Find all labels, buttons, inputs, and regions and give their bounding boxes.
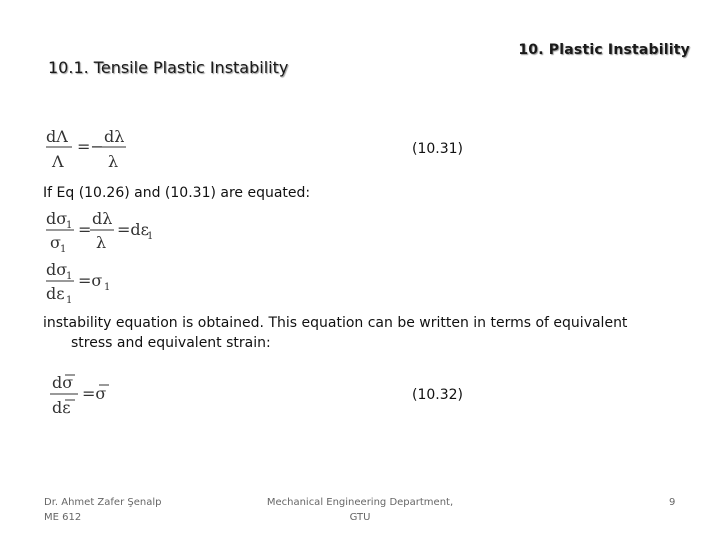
svg-text:1: 1 — [60, 244, 67, 255]
instability-paragraph — [43, 313, 683, 353]
svg-text:=σ: =σ — [82, 384, 107, 403]
svg-text:dσ: dσ — [46, 260, 68, 279]
svg-text:1: 1 — [104, 282, 111, 293]
svg-text:λ: λ — [108, 152, 119, 171]
svg-text:dΛ: dΛ — [46, 127, 68, 146]
svg-text:dλ: dλ — [92, 209, 113, 228]
svg-text:=σ: =σ — [78, 271, 103, 290]
equation-equated — [44, 206, 154, 260]
svg-text:Λ: Λ — [52, 152, 64, 171]
svg-text:dσ: dσ — [46, 209, 68, 228]
svg-text:=dε: =dε — [117, 220, 149, 239]
intro-text: If Eq (10.26) and (10.31) are equated: — [43, 185, 311, 201]
paragraph-line-1: instability equation is obtained. This equation can be written in terms of equivalent — [43, 315, 628, 331]
svg-text:=−: =− — [77, 137, 104, 156]
svg-text:1: 1 — [66, 295, 73, 306]
svg-text:1: 1 — [147, 231, 154, 242]
footer-department — [260, 495, 460, 525]
university-name: GTU — [349, 512, 371, 523]
svg-text:λ: λ — [96, 233, 107, 252]
svg-text:dλ: dλ — [104, 127, 125, 146]
svg-text:σ: σ — [50, 233, 61, 252]
course-code: ME 612 — [44, 512, 82, 523]
svg-text:1: 1 — [66, 220, 73, 231]
equation-10-31 — [44, 122, 134, 178]
equation-number-10-31: (10.31) — [412, 141, 464, 157]
footer-author — [44, 495, 161, 525]
equation-number-10-32: (10.32) — [412, 387, 464, 403]
svg-text:1: 1 — [66, 271, 73, 282]
author-name: Dr. Ahmet Zafer Şenalp — [44, 497, 162, 508]
equation-10-32 — [48, 370, 128, 424]
svg-text:dσ: dσ — [52, 373, 74, 392]
svg-text:dε: dε — [52, 398, 71, 417]
svg-text:=: = — [78, 220, 92, 239]
department-name: Mechanical Engineering Department, — [266, 497, 454, 508]
paragraph-line-2: stress and equivalent strain: — [71, 335, 271, 351]
svg-text:dε: dε — [46, 284, 65, 303]
section-title: 10.1. Tensile Plastic Instability — [48, 58, 289, 77]
chapter-title: 10. Plastic Instability — [518, 42, 690, 58]
equation-instability-condition — [44, 257, 124, 311]
page-number: 9 — [669, 497, 676, 508]
